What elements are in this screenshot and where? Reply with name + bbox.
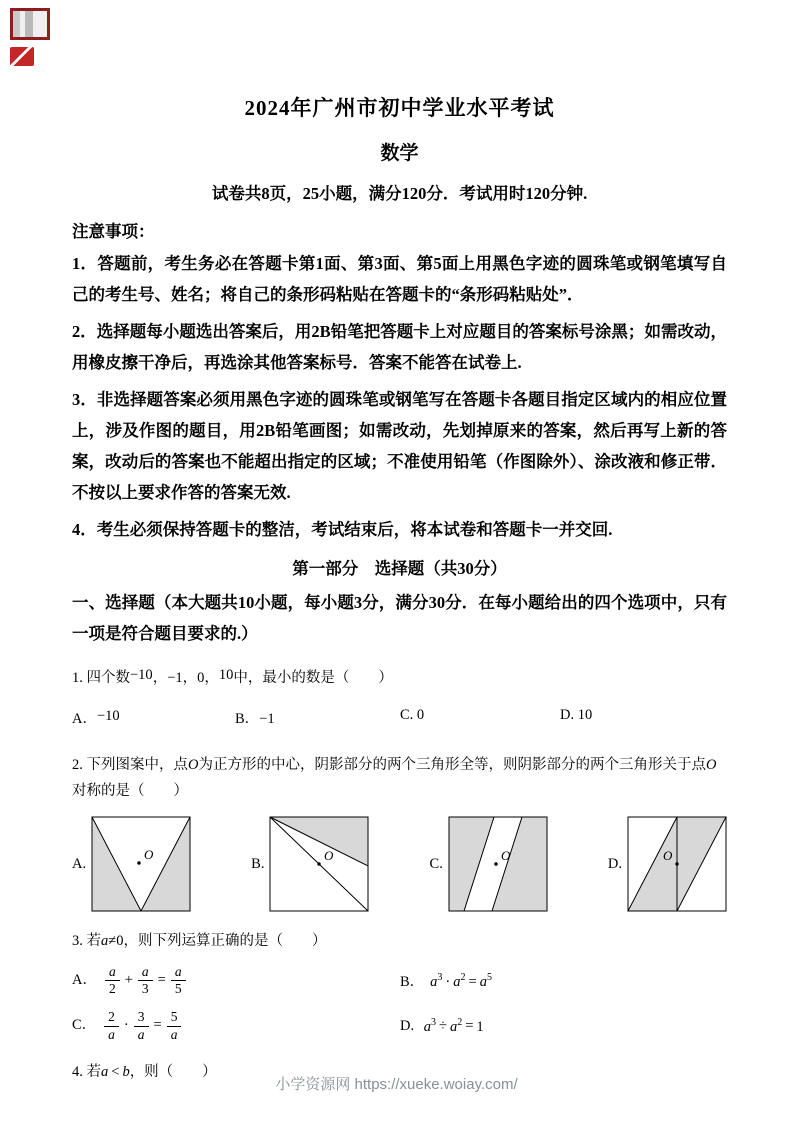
numerator: a	[105, 964, 120, 981]
option-label: B．	[400, 974, 425, 991]
q2-text: 对称的是（ ）	[72, 783, 188, 799]
fraction	[104, 1009, 119, 1042]
figure-a-diagram	[91, 816, 191, 912]
q3-option-a	[72, 964, 400, 997]
option-label: C．	[72, 1017, 97, 1034]
option-value: −1	[259, 711, 275, 727]
q1-option-d	[560, 707, 592, 728]
center-o-label: O	[144, 847, 154, 862]
denominator: a	[170, 1026, 178, 1042]
note-1: 1．答题前，考生务必在答题卡第1面、第3面、第5面上用黑色字迹的圆珠笔或钢笔填写自己的考生号、姓名；将自己的条形码粘贴在答题卡的“条形码粘贴处”．	[72, 254, 727, 304]
red-seal-icon	[10, 47, 34, 66]
note-4: 4．考生必须保持答题卡的整洁，考试结束后，将本试卷和答题卡一并交回.	[72, 520, 613, 539]
base: a	[449, 1018, 458, 1035]
footer-site-link[interactable]: 小学资源网 https://xueke.woiay.com/	[275, 1076, 518, 1093]
option-value: 10	[577, 707, 593, 723]
figure-b-diagram	[269, 816, 369, 912]
equals-sign: =	[468, 974, 477, 991]
operator: +	[124, 972, 133, 989]
fraction	[138, 964, 153, 997]
exponent: 3	[437, 972, 443, 984]
q3-option-b	[400, 970, 727, 991]
base: a	[430, 974, 438, 991]
option-label: A．	[72, 711, 97, 727]
browser-badge-icon	[10, 8, 50, 40]
exam-info-line: 试卷共8页，25小题，满分120分．考试用时120分钟.	[211, 184, 588, 203]
option-label: D.	[560, 707, 578, 723]
figure-a-label: A.	[72, 855, 87, 872]
question-3-stem	[72, 928, 727, 954]
q1-text: 中，最小的数是（ ）	[233, 670, 393, 686]
denominator: a	[108, 1026, 115, 1042]
exam-title: 2024年广州市初中学业水平考试	[244, 96, 555, 120]
q1-num4: 10	[218, 667, 234, 683]
option-value: 0	[416, 707, 425, 723]
center-o-label: O	[324, 848, 334, 863]
base: a	[479, 974, 487, 991]
exponent: 2	[457, 1016, 463, 1028]
document-content	[72, 0, 727, 1085]
note-2: 2．选择题每小题选出答案后，用2B铅笔把答题卡上对应题目的答案标号涂黑；如需改动，用橡皮擦干净后，再选涂其他答案标号．答案不能答在试卷上.	[72, 322, 727, 372]
question-2-figures	[72, 816, 727, 912]
question-2-stem	[72, 752, 727, 804]
q3-text: ≠0，则下列运算正确的是（ ）	[108, 933, 327, 949]
option-label: C.	[400, 707, 417, 723]
equals-sign: =	[465, 1018, 474, 1035]
figure-d-diagram	[627, 816, 727, 912]
fraction	[134, 1009, 149, 1042]
option-label: A．	[72, 972, 97, 989]
footer-watermark	[0, 1073, 793, 1094]
operator: ÷	[438, 1018, 447, 1035]
q4-var-b: b	[122, 1063, 130, 1080]
less-than-sign: <	[111, 1063, 120, 1080]
q2-point-o: O	[188, 757, 199, 773]
q2-figure-c	[430, 816, 548, 912]
figure-d-label: D.	[607, 855, 622, 872]
equals-sign: =	[153, 1017, 162, 1034]
exponent: 3	[430, 1016, 436, 1028]
fraction	[167, 1009, 182, 1042]
exponent: 2	[460, 972, 466, 984]
note-3: 3．非选择题答案必须用黑色字迹的圆珠笔或钢笔写在答题卡各题目指定区域内的相应位置上，涉及作图的题目，用2B铅笔画图；如需改动，先划掉原来的答案，然后再写上新的答案，改动后的答案也不能超出指定的区域；不准使用铅笔（作图除外）、涂改液和修正带．不按以上要求作答的答案无效.	[72, 390, 727, 502]
q1-option-c	[400, 707, 560, 728]
q1-option-a	[72, 707, 235, 728]
numerator: a	[171, 964, 186, 981]
base: a	[453, 974, 461, 991]
notes-title: 注意事项：	[72, 222, 155, 241]
q4-var-a: a	[101, 1063, 109, 1080]
numerator: a	[138, 964, 153, 981]
question-3-options	[72, 964, 727, 1043]
base: a	[423, 1018, 431, 1035]
q1-text: 1. 四个数	[72, 670, 130, 686]
denominator: 3	[141, 981, 149, 997]
figure-c-label: C.	[429, 855, 443, 872]
section1-intro: 一、选择题（本大题共10小题，每小题3分，满分30分．在每小题给出的四个选项中，只有一项是符合题目要求的.）	[72, 593, 727, 643]
center-o-label: O	[663, 848, 673, 863]
q2-point-o: O	[705, 757, 717, 773]
exam-subject: 数学	[380, 143, 419, 164]
q2-text: 为正方形的中心，阴影部分的两个三角形全等，则阴影部分的两个三角形关于点	[198, 757, 706, 773]
fraction	[171, 964, 186, 997]
numerator: 3	[134, 1009, 149, 1026]
q1-num3: 0	[197, 670, 205, 686]
option-value: −10	[96, 708, 120, 724]
q4-text: ，则（ ）	[129, 1063, 217, 1080]
part1-heading: 第一部分 选择题（共30分）	[292, 559, 507, 578]
q3-text: 3. 若	[72, 933, 101, 949]
denominator: a	[137, 1026, 145, 1042]
denominator: 2	[108, 981, 116, 997]
q3-option-d	[400, 1017, 727, 1036]
q1-option-b	[235, 707, 400, 728]
figure-b-label: B.	[251, 855, 265, 872]
exponent: 5	[486, 972, 492, 984]
q2-figure-d	[608, 816, 727, 912]
q1-num1: −10	[130, 667, 153, 683]
q2-text: 2. 下列图案中，点	[72, 757, 188, 773]
option-label: D.	[400, 1018, 418, 1035]
equals-sign: =	[157, 972, 166, 989]
q3-option-c	[72, 1009, 400, 1042]
question-1-options	[72, 707, 727, 728]
result-value: 1	[476, 1018, 484, 1035]
fraction	[105, 964, 120, 997]
q2-figure-a	[72, 816, 191, 912]
q1-num2: −1	[167, 670, 183, 686]
center-o-label: O	[500, 848, 511, 863]
operator: ·	[445, 974, 451, 991]
figure-c-diagram	[448, 816, 548, 912]
numerator: 2	[104, 1009, 119, 1026]
q1-comma: ，	[204, 670, 219, 686]
operator: ·	[123, 1017, 129, 1034]
q4-text: 4. 若	[72, 1063, 101, 1080]
option-label: B．	[235, 711, 260, 727]
corner-marks	[10, 8, 50, 66]
denominator: 5	[174, 981, 182, 997]
question-1-stem	[72, 665, 727, 691]
q1-comma: ，	[182, 670, 198, 686]
q3-var-a: a	[101, 933, 109, 949]
q1-comma: ，	[152, 670, 168, 686]
q2-figure-b	[251, 816, 369, 912]
numerator: 5	[167, 1009, 182, 1026]
